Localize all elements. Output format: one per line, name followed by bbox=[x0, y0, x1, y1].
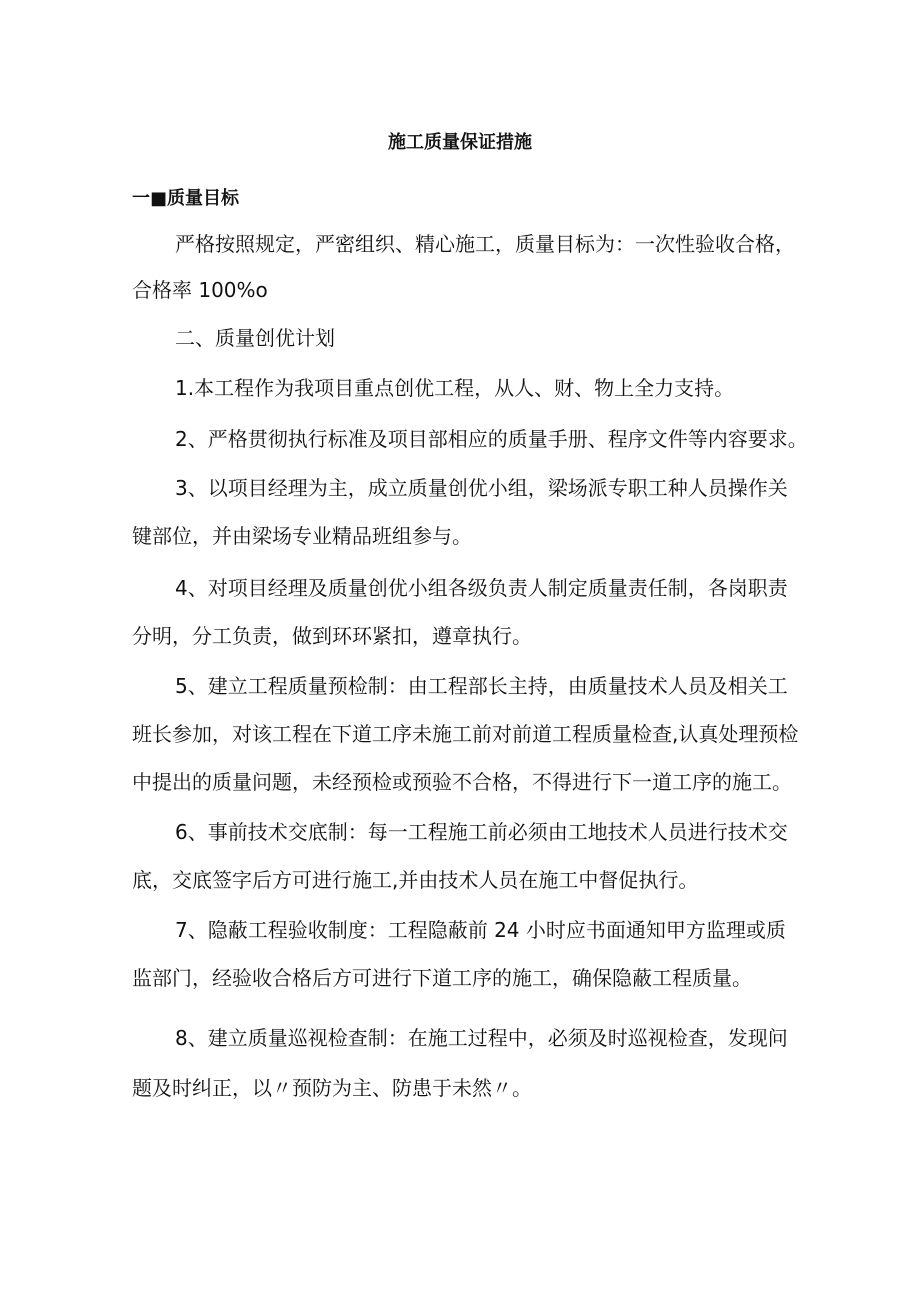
paragraph-line: 合格率 100%o bbox=[132, 278, 268, 302]
list-item-line: 2、严格贯彻执行标准及项目部相应的质量手册、程序文件等内容要求。 bbox=[175, 427, 808, 451]
list-item-line: 8、建立质量巡视检查制：在施工过程中，必须及时巡视检查，发现问 bbox=[175, 1026, 788, 1050]
list-item-line: 分明，分工负责，做到环环紧扣，遵章执行。 bbox=[132, 624, 532, 648]
list-item-line: 4、对项目经理及质量创优小组各级负责人制定质量责任制，各岗职责 bbox=[175, 576, 788, 600]
list-item-line: 中提出的质量问题，未经预检或预验不合格，不得进行下一道工序的施工。 bbox=[132, 770, 792, 794]
list-item-line: 题及时纠正，以〃预防为主、防患于未然〃。 bbox=[132, 1076, 532, 1100]
document-title: 施工质量保证措施 bbox=[388, 132, 532, 153]
list-item-line: 班长参加，对该工程在下道工序未施工前对前道工程质量检查,认真处理预检 bbox=[132, 722, 799, 746]
list-item-line: 键部位，并由梁场专业精品班组参与。 bbox=[132, 524, 472, 548]
list-item-line: 1.本工程作为我项目重点创优工程，从人、财、物上全力支持。 bbox=[175, 376, 735, 400]
list-item-line: 3、以项目经理为主，成立质量创优小组，梁场派专职工种人员操作关 bbox=[175, 476, 788, 500]
paragraph-line: 严格按照规定，严密组织、精心施工，质量目标为：一次性验收合格， bbox=[175, 232, 795, 256]
list-item-line: 监部门，经验收合格后方可进行下道工序的施工，确保隐蔽工程质量。 bbox=[132, 966, 752, 990]
list-item-line: 7、隐蔽工程验收制度：工程隐蔽前 24 小时应书面通知甲方监理或质 bbox=[175, 918, 786, 942]
list-item-line: 6、事前技术交底制：每一工程施工前必须由工地技术人员进行技术交 bbox=[175, 820, 788, 844]
list-item-line: 底，交底签字后方可进行施工,并由技术人员在施工中督促执行。 bbox=[132, 868, 699, 892]
section-heading-quality-plan: 二、质量创优计划 bbox=[175, 326, 335, 350]
section-heading-quality-goal: 一■质量目标 bbox=[132, 188, 240, 209]
list-item-line: 5、建立工程质量预检制：由工程部长主持，由质量技术人员及相关工 bbox=[175, 674, 788, 698]
